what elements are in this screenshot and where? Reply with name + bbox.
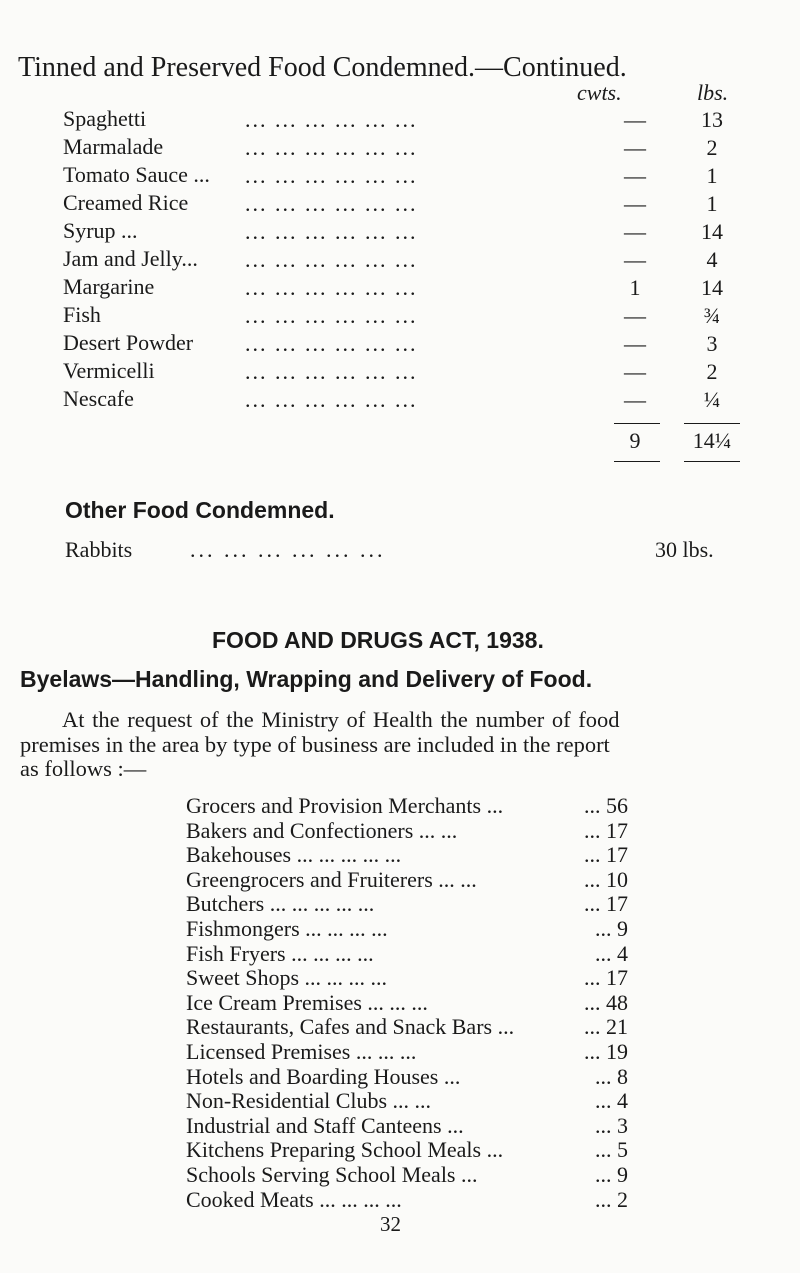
leader-dots-row: ... ... ... ... ... ...: [245, 107, 418, 132]
list-item: Restaurants, Cafes and Snack Bars ...: [186, 1014, 515, 1040]
list-item: Schools Serving School Meals ...: [186, 1161, 478, 1187]
item-name: Marmalade: [63, 134, 164, 159]
list-item: Non-Residential Clubs ... ...: [186, 1088, 432, 1114]
premises-count: ... 9: [595, 915, 628, 941]
act-subheading: Byelaws—Handling, Wrapping and Delivery of Food.: [20, 666, 593, 692]
leader-dots-row: ... ... ... ... ... ...: [245, 247, 418, 272]
lbs-value: 1: [706, 191, 718, 216]
cwts-value: —: [624, 359, 646, 384]
other-item: Rabbits: [65, 537, 133, 562]
list-item: Butchers ... ... ... ... ...: [186, 891, 375, 917]
list-item: Hotels and Boarding Houses ...: [186, 1063, 461, 1089]
list-item: Sweet Shops ... ... ... ...: [186, 965, 388, 991]
paragraph-line: as follows :—: [20, 756, 147, 781]
other-food-heading: Other Food Condemned.: [65, 497, 335, 523]
list-item: Greengrocers and Fruiterers ... ...: [186, 866, 477, 892]
lbs-value: ¾: [703, 303, 721, 328]
leader-dots: ... ... ... ... ... ...: [190, 537, 386, 562]
page-number: 32: [380, 1212, 401, 1236]
lbs-value: 3: [706, 331, 718, 356]
premises-count: ... 2: [595, 1186, 628, 1212]
cwts-column: [610, 106, 660, 414]
premises-count: ... 17: [584, 965, 628, 991]
list-item: Fish Fryers ... ... ... ...: [186, 940, 374, 966]
lbs-value: 1: [706, 163, 718, 188]
leader-dots-row: ... ... ... ... ... ...: [245, 359, 418, 384]
list-item: Cooked Meats ... ... ... ...: [186, 1186, 402, 1212]
list-item: Industrial and Staff Canteens ...: [186, 1112, 464, 1138]
premises-count: ... 5: [595, 1137, 628, 1163]
cwts-value: —: [624, 387, 646, 412]
total-rule-bottom: [614, 461, 660, 462]
item-name: Jam and Jelly...: [63, 246, 198, 271]
cwts-value: —: [624, 163, 646, 188]
premises-count: ... 21: [584, 1014, 628, 1040]
leader-dots-row: ... ... ... ... ... ...: [245, 331, 418, 356]
total-rule-top: [684, 423, 740, 424]
cwts-value: —: [624, 331, 646, 356]
total-rule-top: [614, 423, 660, 424]
leader-dots-row: ... ... ... ... ... ...: [245, 387, 418, 412]
cwts-value: —: [624, 135, 646, 160]
item-name: Nescafe: [63, 386, 134, 411]
paragraph-line: At the request of the Ministry of Health the number of food: [62, 707, 620, 732]
item-name: Margarine: [63, 274, 155, 299]
total-cwts: 9: [629, 428, 641, 453]
premises-count: ... 56: [584, 793, 628, 818]
item-name: Spaghetti: [63, 106, 147, 131]
lbs-value: 14: [701, 275, 723, 300]
list-item: Grocers and Provision Merchants ...: [186, 793, 504, 818]
list-item: Fishmongers ... ... ... ...: [186, 915, 388, 941]
cwts-value: —: [624, 303, 646, 328]
cwts-value: 1: [629, 275, 641, 300]
leader-dots-row: ... ... ... ... ... ...: [245, 163, 418, 188]
item-name: Desert Powder: [63, 330, 194, 355]
lbs-value: ¼: [703, 387, 721, 412]
cwts-value: —: [624, 107, 646, 132]
list-item: Bakers and Confectioners ... ...: [186, 817, 458, 843]
lbs-value: 13: [701, 107, 723, 132]
lbs-value: 14: [701, 219, 723, 244]
item-name: Creamed Rice: [63, 190, 189, 215]
leader-dots-row: ... ... ... ... ... ...: [245, 191, 418, 216]
lbs-value: 2: [706, 359, 718, 384]
act-heading: FOOD AND DRUGS ACT, 1938.: [212, 627, 544, 653]
page-title: Tinned and Preserved Food Condemned.—Continued.: [18, 52, 627, 83]
premises-count: ... 8: [595, 1063, 628, 1089]
item-name: Syrup ...: [63, 218, 138, 243]
list-item: Bakehouses ... ... ... ... ...: [186, 842, 402, 868]
other-value: 30 lbs.: [655, 537, 714, 562]
list-item: Ice Cream Premises ... ... ...: [186, 989, 428, 1015]
leader-dots-row: ... ... ... ... ... ...: [245, 275, 418, 300]
premises-count: ... 48: [584, 989, 628, 1015]
column-header-cwts: cwts.: [577, 80, 622, 105]
total-rule-bottom: [684, 461, 740, 462]
list-item: Kitchens Preparing School Meals ...: [186, 1137, 504, 1163]
premises-list: [186, 794, 514, 1212]
item-name: Vermicelli: [63, 358, 155, 383]
lbs-column: [682, 106, 742, 414]
premises-count: ... 4: [595, 1088, 628, 1114]
lbs-value: 2: [706, 135, 718, 160]
item-name: Fish: [63, 302, 101, 327]
premises-count: ... 10: [584, 866, 628, 892]
premises-counts: [560, 794, 628, 1212]
premises-count: ... 3: [595, 1112, 628, 1138]
leader-dots-row: ... ... ... ... ... ...: [245, 135, 418, 160]
list-item: Licensed Premises ... ... ...: [186, 1038, 417, 1064]
cwts-value: —: [624, 191, 646, 216]
leader-dots: [245, 106, 418, 414]
premises-count: ... 19: [584, 1038, 628, 1064]
lbs-value: 4: [706, 247, 718, 272]
premises-count: ... 9: [595, 1161, 628, 1187]
item-name: Tomato Sauce ...: [63, 162, 210, 187]
cwts-value: —: [624, 247, 646, 272]
paragraph-line: premises in the area by type of business are included in the report: [20, 732, 610, 757]
leader-dots-row: ... ... ... ... ... ...: [245, 219, 418, 244]
leader-dots-row: ... ... ... ... ... ...: [245, 303, 418, 328]
cwts-value: —: [624, 219, 646, 244]
premises-count: ... 17: [584, 891, 628, 917]
premises-count: ... 17: [584, 817, 628, 843]
premises-count: ... 4: [595, 940, 628, 966]
column-header-lbs: lbs.: [697, 80, 729, 105]
total-lbs: 14¼: [692, 428, 732, 453]
premises-count: ... 17: [584, 842, 628, 868]
